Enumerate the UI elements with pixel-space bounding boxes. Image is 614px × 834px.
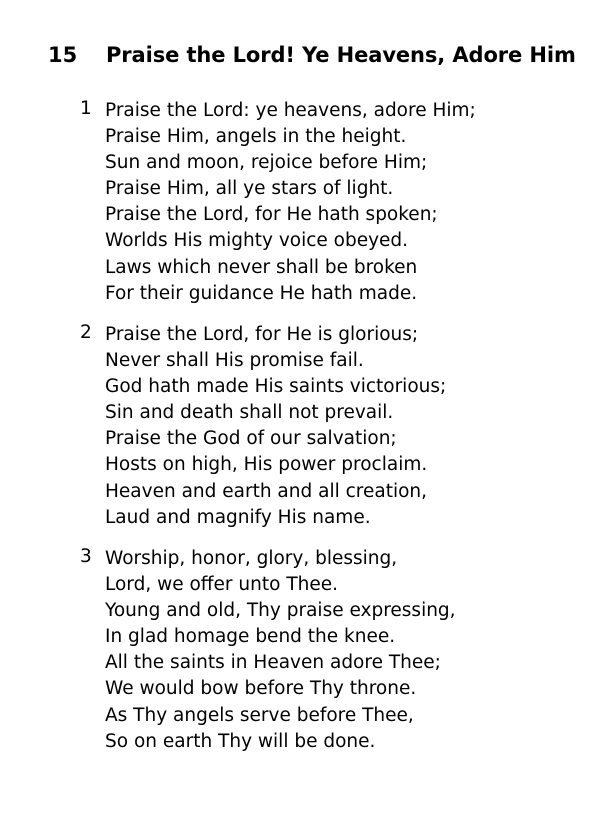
verse-line: In glad homage bend the knee.: [105, 626, 396, 648]
verse-line: Praise the Lord, for He hath spoken;: [105, 204, 438, 226]
verse-2: [80, 322, 446, 531]
verse-3: [80, 546, 456, 755]
verse-line: Sun and moon, rejoice before Him;: [105, 152, 428, 174]
verse-lines: [105, 98, 476, 307]
verse-line: So on earth Thy will be done.: [105, 730, 376, 752]
verse-line: Young and old, Thy praise expressing,: [105, 600, 456, 622]
hymn-number: 15: [48, 43, 78, 67]
verse-line: Lord, we offer unto Thee.: [105, 574, 338, 596]
verse-line: For their guidance He hath made.: [105, 282, 418, 304]
verse-line: Praise the God of our salvation;: [105, 428, 397, 450]
hymn-header: [48, 40, 576, 70]
verse-lines: [105, 546, 456, 755]
verse-number: 2: [80, 322, 92, 343]
verse-line: Laud and magnify His name.: [105, 506, 371, 528]
verse-line: Never shall His promise fail.: [105, 350, 364, 372]
verse-line: Hosts on high, His power proclaim.: [105, 454, 428, 476]
verse-line: God hath made His saints victorious;: [105, 376, 447, 398]
verse-line: Praise Him, all ye stars of light.: [105, 178, 394, 200]
verse-line: Praise the Lord, for He is glorious;: [105, 324, 419, 345]
verse-line: Sin and death shall not prevail.: [105, 402, 394, 424]
verse-lines: [105, 322, 446, 531]
verse-line: Worship, honor, glory, blessing,: [105, 548, 398, 569]
verse-line: Heaven and earth and all creation,: [105, 480, 428, 502]
verse-line: We would bow before Thy throne.: [105, 678, 417, 700]
verse-line: Worlds His mighty voice obeyed.: [105, 230, 409, 252]
verse-line: Laws which never shall be broken: [105, 256, 418, 278]
verse-1: [80, 98, 476, 307]
verse-number: 1: [80, 98, 92, 119]
verse-number: 3: [80, 546, 92, 567]
verse-line: As Thy angels serve before Thee,: [105, 704, 414, 726]
verse-line: All the saints in Heaven adore Thee;: [105, 652, 441, 674]
hymn-title: Praise the Lord! Ye Heavens, Adore Him: [106, 43, 576, 67]
verse-line: Praise the Lord: ye heavens, adore Him;: [105, 100, 476, 121]
verse-line: Praise Him, angels in the height.: [105, 126, 407, 148]
